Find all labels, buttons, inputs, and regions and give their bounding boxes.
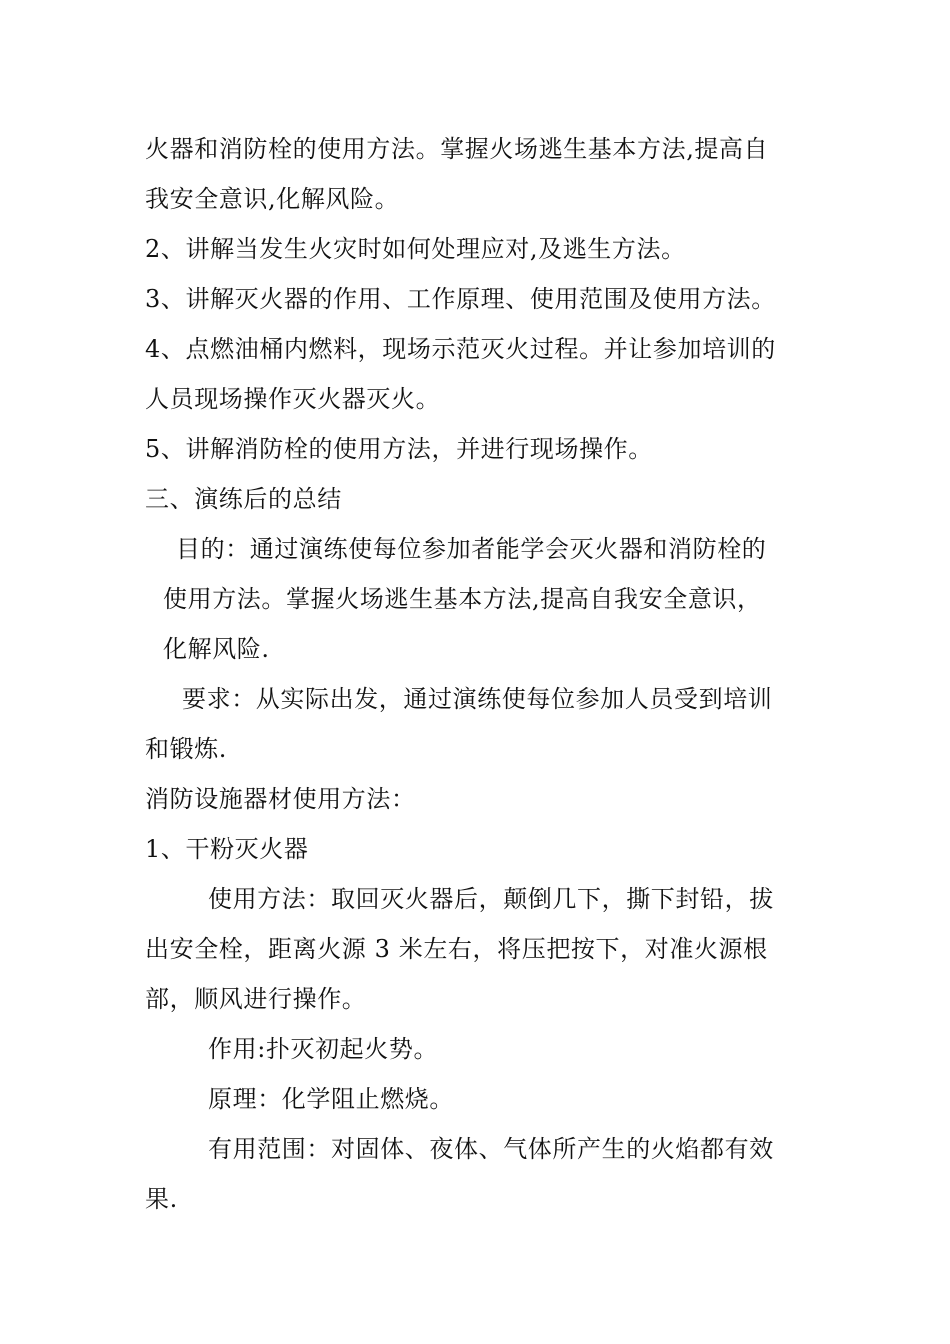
text-line-17: 出安全栓，距离火源 3 米左右，将压把按下，对准火源根 [145,935,768,963]
text-line-21: 有用范围：对固体、夜体、气体所产生的火焰都有效 [208,1135,774,1163]
item-heading: 1、干粉灭火器 [145,835,309,863]
text-line-16: 使用方法：取回灭火器后，颠倒几下，撕下封铅，拔 [208,885,774,913]
text-line-12: 要求：从实际出发，通过演练使每位参加人员受到培训 [182,685,773,713]
subsection-heading: 消防设施器材使用方法： [145,785,416,813]
text-line-4: 3、讲解灭火器的作用、工作原理、使用范围及使用方法。 [145,285,776,313]
text-line-22: 果. [145,1185,178,1213]
text-line-20: 原理：化学阻止燃烧。 [208,1085,454,1113]
text-line-19: 作用:扑灭初起火势。 [208,1035,439,1063]
text-line-5: 4、点燃油桶内燃料，现场示范灭火过程。并让参加培训的 [145,335,776,363]
text-line-6: 人员现场操作灭火器灭火。 [145,385,441,413]
text-line-11: 化解风险. [163,635,270,663]
text-line-1: 火器和消防栓的使用方法。掌握火场逃生基本方法,提高自 [145,135,769,163]
text-line-7: 5、讲解消防栓的使用方法，并进行现场操作。 [145,435,653,463]
text-line-13: 和锻炼. [145,735,228,763]
text-line-10: 使用方法。掌握火场逃生基本方法,提高自我安全意识， [163,585,762,613]
section-heading: 三、演练后的总结 [145,485,342,513]
text-line-2: 我安全意识,化解风险。 [145,185,400,213]
text-line-9: 目的：通过演练使每位参加者能学会灭火器和消防栓的 [176,535,767,563]
text-line-3: 2、讲解当发生火灾时如何处理应对,及逃生方法。 [145,235,686,263]
text-line-18: 部，顺风进行操作。 [145,985,367,1013]
